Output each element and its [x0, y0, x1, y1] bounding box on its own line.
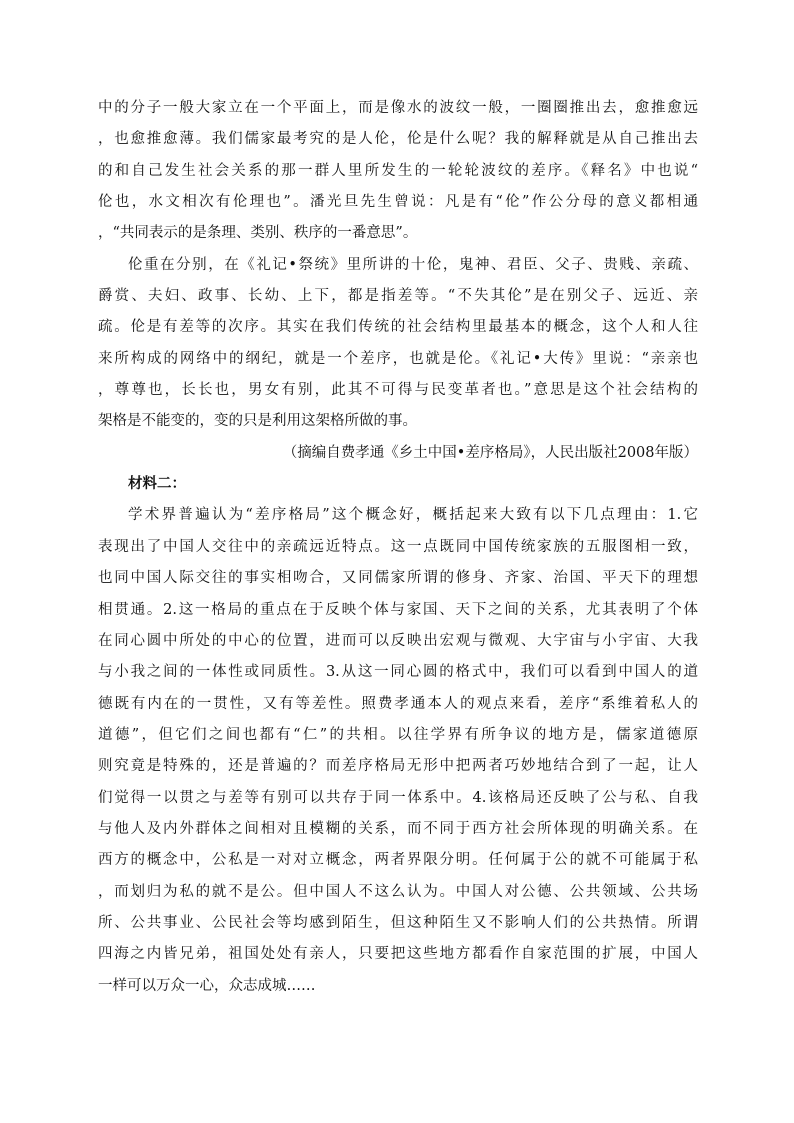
document-page: [98, 93, 698, 1002]
text-line: ，“共同表示的是条理、类别、秩序的一番意思”。: [98, 225, 418, 242]
text-line: 德既有内在的一贯性，又有等差性。照费孝通本人的观点来看，差序“系维着私人的: [98, 695, 698, 712]
text-line: 学术界普遍认为“差序格局”这个概念好，概括起来大致有以下几点理由：1.它: [128, 507, 698, 524]
paragraph-lun-distinction: [98, 250, 698, 438]
text-line: 架格是不能变的，变的只是利用这架格所做的事。: [98, 413, 417, 430]
text-line: 与小我之间的一体性或同质性。3.从这一同心圆的格式中，我们可以看到中国人的道: [98, 664, 698, 681]
text-line: 在同心圆中所处的中心的位置，进而可以反映出宏观与微观、大宇宙与小宇宙、大我: [98, 632, 698, 649]
text-line: 道德”，但它们之间也都有“仁”的共相。以往学界有所争议的地方是，儒家道德原: [98, 726, 698, 743]
text-line: 则究竟是特殊的，还是普遍的？而差序格局无形中把两者巧妙地结合到了一起，让人: [98, 758, 698, 775]
material-two-heading: 材料二：: [128, 476, 186, 493]
source-citation: （摘编自费孝通《乡土中国•差序格局》，人民出版社2008年版）: [282, 444, 698, 461]
text-line: 所、公共事业、公民社会等均感到陌生，但这种陌生又不影响人们的公共热情。所谓: [98, 914, 698, 931]
text-line: 伦重在分别，在《礼记•祭统》里所讲的十伦，鬼神、君臣、父子、贵贱、亲疏、: [128, 256, 698, 273]
text-line: 一样可以万众一心，众志成城……: [98, 977, 316, 994]
text-line: 疏。伦是有差等的次序。其实在我们传统的社会结构里最基本的概念，这个人和人往: [98, 319, 698, 336]
text-line: ，而划归为私的就不是公。但中国人不这么认为。中国人对公德、公共领域、公共场: [98, 883, 698, 900]
text-line: 表现出了中国人交往中的亲疏远近特点。这一点既同中国传统家族的五服图相一致，: [98, 538, 698, 555]
text-line: 四海之内皆兄弟，祖国处处有亲人，只要把这些地方都看作自家范围的扩展，中国人: [98, 946, 698, 963]
text-line: 也同中国人际交往的事实相吻合，又同儒家所谓的修身、齐家、治国、平天下的理想: [98, 570, 698, 587]
text-line: ，尊尊也，长长也，男女有别，此其不可得与民变革者也。”意思是这个社会结构的: [98, 382, 698, 399]
text-line: 与他人及内外群体之间相对且模糊的关系，而不同于西方社会所体现的明确关系。在: [98, 820, 698, 837]
text-line: 爵赏、夫妇、政事、长幼、上下，都是指差等。“不失其伦”是在别父子、远近、亲: [98, 288, 698, 305]
text-line: 相贯通。2.这一格局的重点在于反映个体与家国、天下之间的关系，尤其表明了个体: [98, 601, 698, 618]
text-line: 伦也，水文相次有伦理也”。潘光旦先生曾说：凡是有“伦”作公分母的意义都相通: [98, 194, 698, 211]
text-line: 西方的概念中，公私是一对对立概念，两者界限分明。任何属于公的就不可能属于私: [98, 852, 698, 869]
text-line: 中的分子一般大家立在一个平面上，而是像水的波纹一般，一圈圈推出去，愈推愈远: [98, 100, 698, 116]
text-line: 来所构成的网络中的纲纪，就是一个差序，也就是伦。《礼记•大传》里说：“亲亲也: [98, 350, 698, 367]
text-line: ，也愈推愈薄。我们儒家最考究的是人伦，伦是什么呢？我的解释就是从自己推出去: [98, 131, 698, 148]
paragraph-lunyu-continuation: [98, 93, 698, 250]
text-line: 们觉得一以贯之与差等有别可以共存于同一体系中。4.该格局还反映了公与私、自我: [98, 789, 698, 806]
text-line: 的和自己发生社会关系的那一群人里所发生的一轮轮波纹的差序。《释名》中也说“: [98, 162, 698, 179]
paragraph-material-two: [98, 500, 698, 1002]
